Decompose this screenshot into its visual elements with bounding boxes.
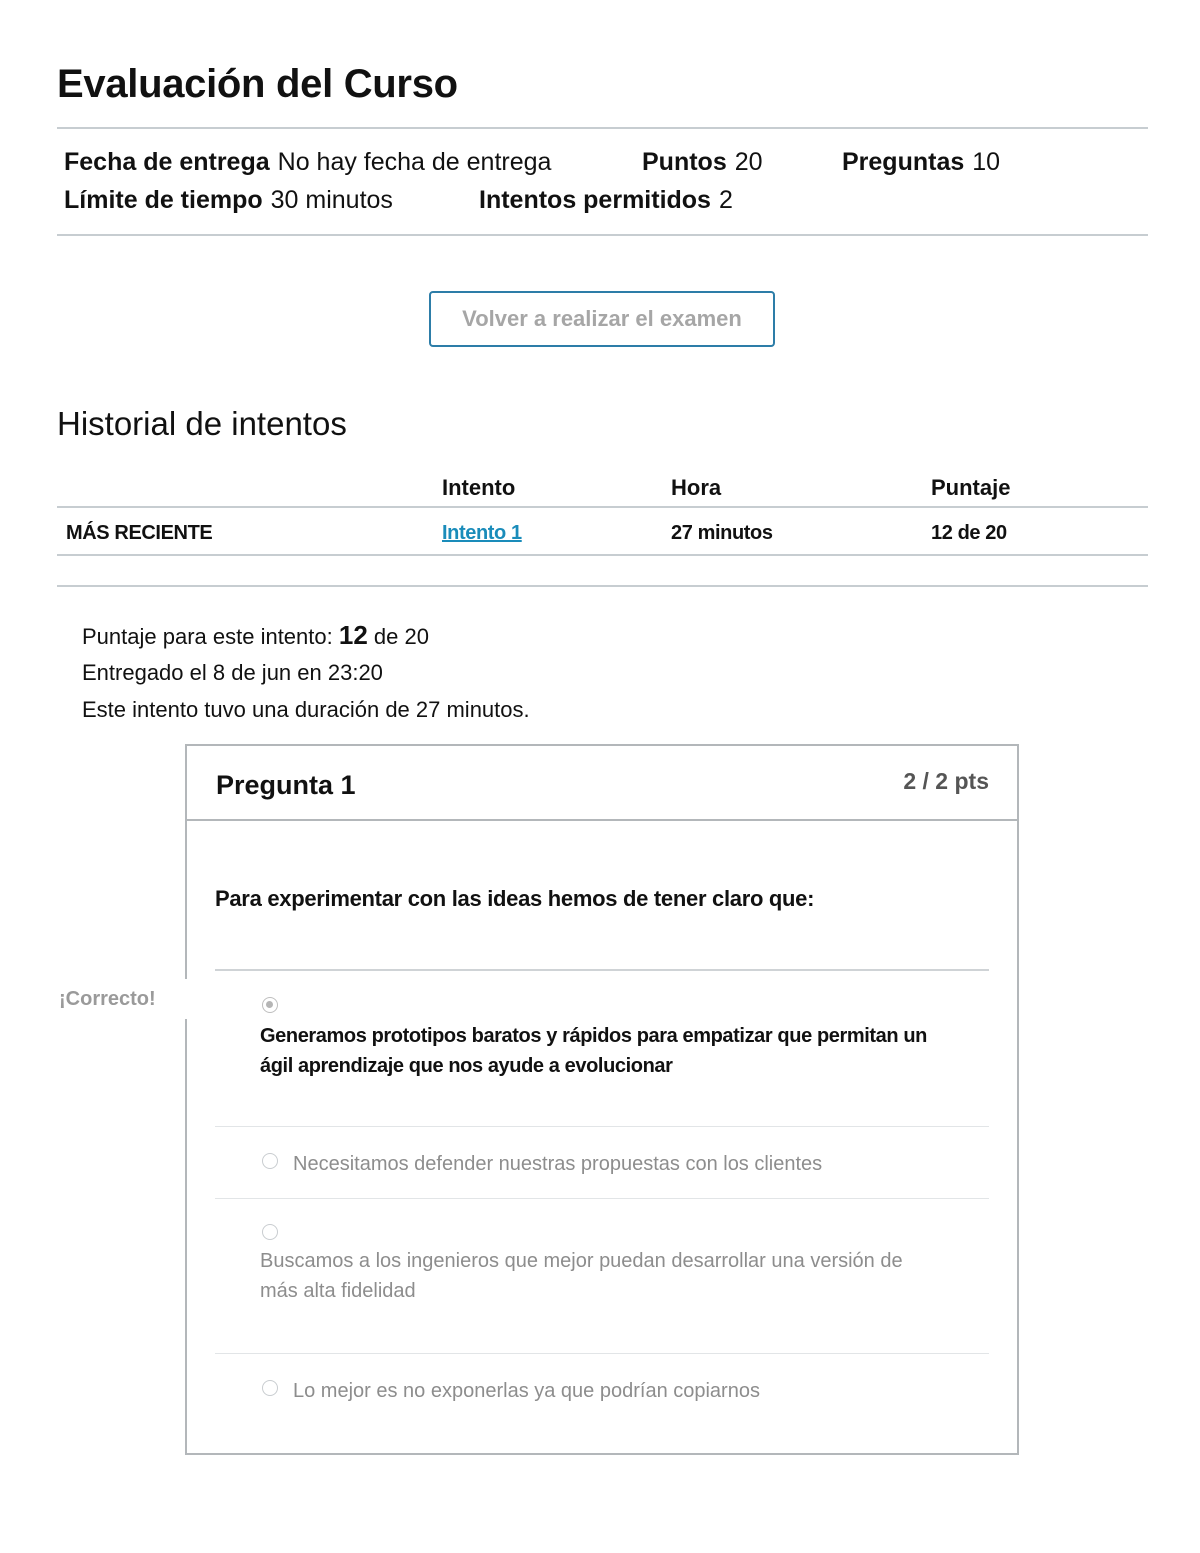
radio-selected-icon[interactable]	[262, 997, 278, 1013]
answer-divider	[215, 1126, 989, 1127]
attempt-score: 12 de 20	[931, 522, 1007, 544]
question-card	[185, 744, 1019, 1455]
history-heading: Historial de intentos	[57, 405, 347, 442]
table-header-divider	[57, 506, 1148, 508]
due-date	[64, 148, 551, 177]
time-limit-label: Límite de tiempo	[64, 186, 263, 214]
attempts-allowed-label: Intentos permitidos	[479, 186, 711, 214]
most-recent-tag: MÁS RECIENTE	[66, 522, 213, 544]
questions-label: Preguntas	[842, 148, 965, 176]
answer-text: Lo mejor es no exponerlas ya que podrían copiarnos	[293, 1380, 760, 1402]
divider	[57, 234, 1148, 236]
divider	[57, 585, 1148, 587]
question-points: 2 / 2 pts	[903, 768, 989, 794]
answer-divider	[215, 1353, 989, 1354]
answer-text-line: ágil aprendizaje que nos ayude a evolucionar	[260, 1055, 673, 1077]
time-limit-value: 30 minutos	[270, 186, 393, 214]
attempt-time: 27 minutos	[671, 522, 773, 544]
answer-text	[260, 1021, 927, 1081]
answer-text-line: más alta fidelidad	[260, 1280, 416, 1302]
radio-icon[interactable]	[262, 1153, 278, 1169]
question-text: Para experimentar con las ideas hemos de tener claro que:	[215, 886, 815, 911]
divider	[57, 127, 1148, 129]
attempt-link[interactable]	[442, 522, 522, 545]
answer-text-line: Generamos prototipos baratos y rápidos para empatizar que permitan un	[260, 1025, 927, 1047]
duration-line: Este intento tuvo una duración de 27 minutos.	[82, 697, 530, 722]
score-value: 12	[338, 620, 368, 650]
attempt-score-line	[82, 620, 429, 651]
submitted-line: Entregado el 8 de jun en 23:20	[82, 660, 383, 685]
score-prefix: Puntaje para este intento:	[82, 624, 333, 649]
score-suffix: de 20	[373, 624, 429, 649]
points-value: 20	[734, 148, 763, 176]
table-row-divider	[57, 554, 1148, 556]
correct-answer-flag: ¡Correcto!	[59, 979, 189, 1019]
page-title: Evaluación del Curso	[57, 62, 458, 106]
points	[642, 148, 763, 177]
retake-quiz-button[interactable]: Volver a realizar el examen	[429, 291, 775, 347]
questions-value: 10	[972, 148, 1001, 176]
question-header	[187, 746, 1017, 821]
attempts-allowed-value: 2	[718, 186, 733, 214]
answer-text: Necesitamos defender nuestras propuestas con los clientes	[293, 1153, 823, 1175]
due-date-label: Fecha de entrega	[64, 148, 270, 176]
column-header-score: Puntaje	[931, 475, 1011, 500]
time-limit	[64, 186, 393, 215]
due-date-value: No hay fecha de entrega	[277, 148, 552, 176]
radio-icon[interactable]	[262, 1380, 278, 1396]
question-divider	[215, 969, 989, 971]
questions	[842, 148, 1000, 177]
answer-divider	[215, 1198, 989, 1199]
column-header-time: Hora	[671, 475, 722, 500]
answer-text-line: Buscamos a los ingenieros que mejor puedan desarrollar una versión de	[260, 1250, 903, 1272]
radio-icon[interactable]	[262, 1224, 278, 1240]
attempts-allowed	[479, 186, 733, 215]
answer-text	[260, 1246, 903, 1306]
question-title: Pregunta 1	[216, 770, 356, 800]
attempt-link-label[interactable]: Intento 1	[442, 522, 522, 544]
column-header-attempt: Intento	[442, 475, 516, 500]
points-label: Puntos	[642, 148, 727, 176]
